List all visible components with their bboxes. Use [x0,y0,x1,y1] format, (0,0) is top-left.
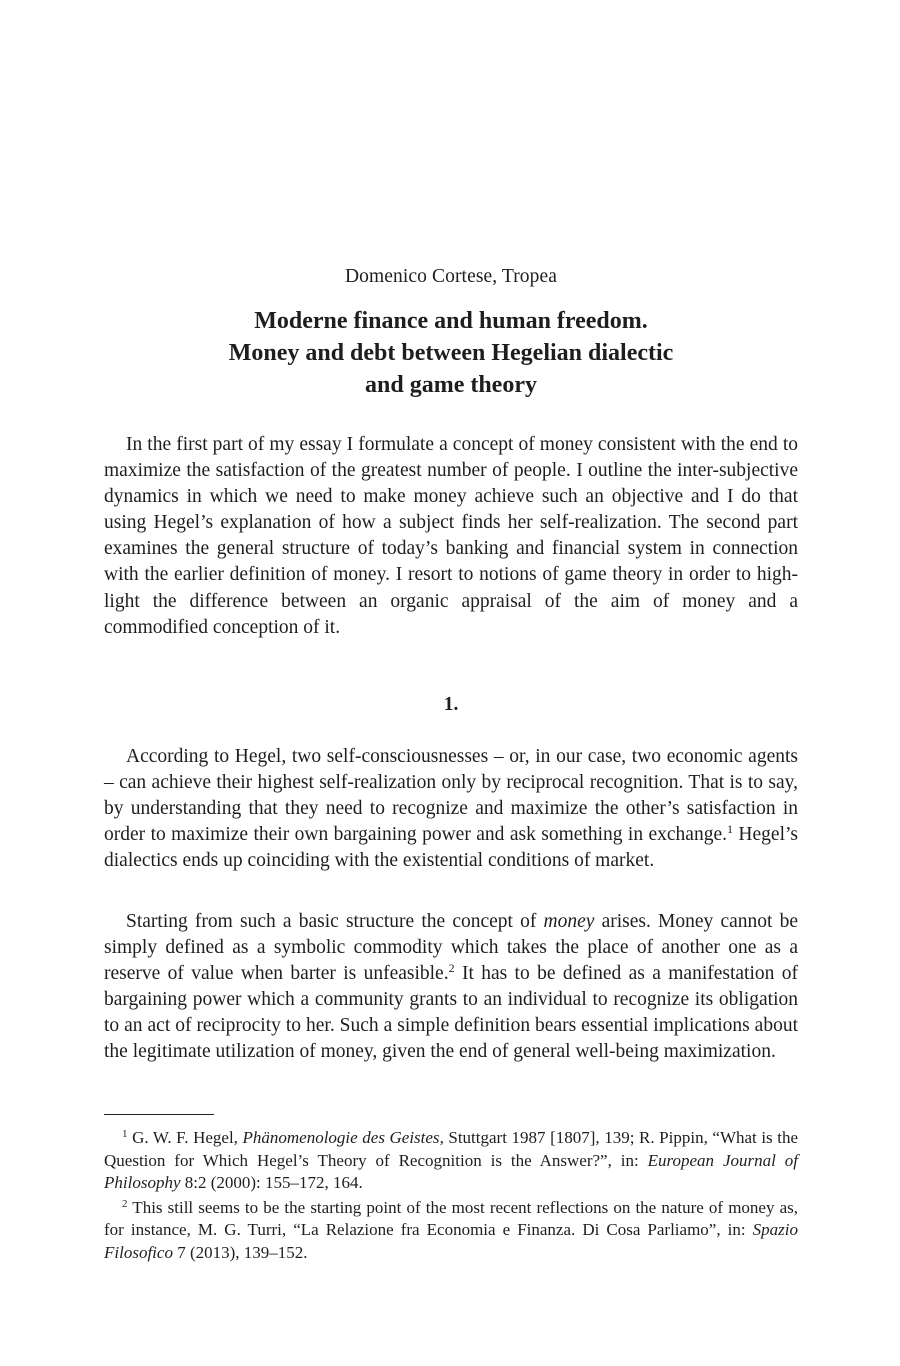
abstract-text: In the first part of my essay I formulate a concept of money consistent with the end to maximize the satisfaction of the greatest number of people. I outline the inter-subjective dynamics in which we need to make money achieve such an objective and I do that using Hegel’s explanation of how a subject finds her self-realization. The second part examines the general structure of today’s banking and financial system in connection with the earlier definition of money. I resort to notions of game theory in order to highlight the difference between an organic appraisal of the aim of money and a commodified conception of it. [104,434,798,638]
paragraph-2-end: It has to be defined as a manifestation of bargaining power which a community grants to an individual to recognize its obligation to an act of reciprocity to her. Such a simple definition bears essential implications about the legitimate utilization of money, given the end of general well-being maximization. [104,963,798,1063]
abstract [104,432,798,641]
footnote-ref-1: 1 [727,822,733,837]
footnote-1-part-a: G. W. F. Hegel, [127,1128,243,1147]
footnote-2-part-a: This still seems to be the starting point of the most recent reflections on the nature of money as, for instance, M. G. Turri, “La Relazione fra Economia e Finanza. Di Cosa Parliamo”, in: [104,1197,798,1240]
footnote-1-number: 1 [122,1128,128,1140]
paragraph-2-text [104,909,798,1066]
title-line-1: Moderne finance and human freedom. [254,308,648,334]
footnotes [104,1127,798,1265]
footnote-2 [104,1197,798,1265]
footnote-1-italic-b: European Journal of Philosophy [104,1150,798,1193]
title-line-2: Money and debt between Hegelian dialectic [228,340,674,366]
author-line: Domenico Cortese, Tropea [345,266,557,287]
section-heading: 1. [443,694,459,715]
footnote-1 [104,1127,798,1195]
paragraph-1-after-note: Hegel’s dialectics ends up coinciding with the existential conditions of market. [104,824,798,872]
footnote-divider [104,1114,214,1115]
paragraph-2-emphasis: money [543,911,595,932]
paragraph-2-start: Starting from such a basic structure the concept of [126,911,544,932]
title-line-3: and game theory [365,372,537,398]
footnote-2-number: 2 [122,1197,128,1210]
paragraph-1-text [104,744,798,874]
footnote-1-part-b: , Stuttgart 1987 [1807], 139; R. Pippin, “What is the Question for Which Hegel’s Theory of Recognition is the Answer?”, in: [104,1128,799,1170]
footnote-ref-2: 2 [448,961,455,976]
footnote-2-part-b: 7 (2013), 139–152. [172,1242,308,1262]
footnote-2-italic-a: Spazio Filosofico [104,1220,798,1262]
footnote-1-part-c: 8:2 (2000): 155–172, 164. [180,1173,363,1193]
paragraph-2 [104,909,798,1066]
paragraph-1-before-note: According to Hegel, two self-consciousnesses – or, in our case, two economic agents – can achieve their highest self-realization only by reciprocal recognition. That is to say, by understanding that they need to recognize and maximize the other’s satisfaction in order to maximize their own bargaining power and ask something in exchange. [104,746,798,846]
article-title [104,305,798,401]
footnote-1-italic-a: Phänomenologie des Geistes [242,1128,440,1147]
paragraph-2-middle: arises. Money cannot be simply defined as a symbolic commodity which takes the place of another one as a reserve of value when barter is unfeasible. [104,911,798,985]
paragraph-1 [104,744,798,874]
